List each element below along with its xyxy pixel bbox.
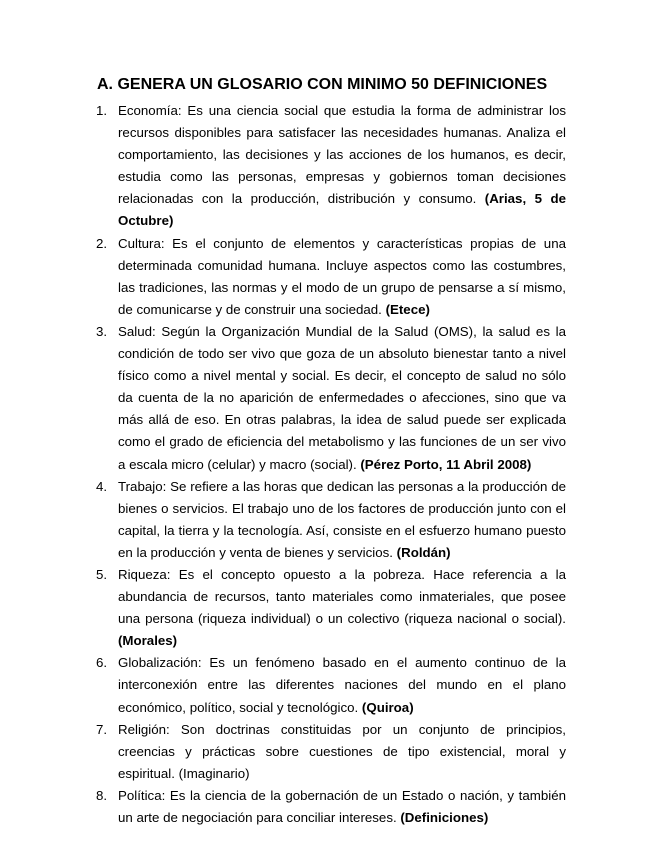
- item-definition: [118, 785, 566, 829]
- item-definition: [118, 652, 566, 718]
- definition-text: Riqueza: Es el concepto opuesto a la pobreza. Hace referencia a la abundancia de recursos, tanto materiales como inmateriales, que posee una persona (riqueza individual) o un colectivo (riqueza nacional o social).: [118, 566, 566, 627]
- citation: (Definiciones): [400, 810, 489, 825]
- definition-text: Salud: Según la Organización Mundial de la Salud (OMS), la salud es la condición de todo ser vivo que goza de un absoluto bienestar tanto a nivel físico como a nivel mental y social. Es decir, el concepto de salud no sólo da cuenta de la no aparición de enfermedades o afecciones, sino que va más allá de eso. En otras palabras, la idea de salud puede ser explicada como el grado de eficiencia del metabolismo y las funciones de un ser vivo a escala micro (celular) y macro (social).: [118, 323, 566, 472]
- citation: (Roldán): [396, 544, 451, 560]
- item-definition: [118, 321, 566, 476]
- item-number: 1.: [96, 103, 108, 118]
- glossary-item: [96, 233, 566, 321]
- citation: (Pérez Porto, 11 Abril 2008): [360, 456, 532, 472]
- citation: (Arias, 5 de Octubre): [118, 191, 566, 229]
- item-number: 7.: [96, 721, 108, 737]
- definition-text: Trabajo: Se refiere a las horas que dedican las personas a la producción de bienes o servicios. El trabajo uno de los factores de producción junto con el capital, la tierra y la tecnología. Así, consiste en el esfuerzo humano puesto en la producción y venta de bienes y servicios.: [118, 478, 566, 560]
- item-definition: [118, 564, 566, 652]
- citation: (Etece): [385, 301, 430, 317]
- section-heading: A. GENERA UN GLOSARIO CON MINIMO 50 DEFINICIONES: [97, 76, 548, 93]
- glossary-item: [96, 476, 566, 564]
- glossary-item: [96, 719, 566, 785]
- item-number: 4.: [96, 478, 108, 494]
- item-definition: [118, 233, 566, 321]
- item-definition: [118, 719, 566, 785]
- glossary-item: [96, 564, 566, 652]
- item-number: 5.: [96, 566, 108, 582]
- definition-text: Religión: Son doctrinas constituidas por un conjunto de principios, creencias y prácticas sobre cuestiones de tipo existencial, moral y espiritual. (Imaginario): [118, 721, 566, 781]
- glossary-list: [96, 100, 566, 829]
- glossary-item: [96, 321, 566, 476]
- glossary-item: [96, 785, 566, 829]
- item-number: 3.: [96, 323, 108, 339]
- item-number: 6.: [96, 655, 108, 671]
- definition-text: Cultura: Es el conjunto de elementos y características propias de una determinada comunidad humana. Incluye aspectos como las costumbres, las tradiciones, las normas y el modo de un grupo de pensarse a sí mismo, de comunicarse y de construir una sociedad.: [118, 235, 566, 317]
- item-number: 2.: [96, 235, 108, 251]
- glossary-item: [96, 652, 566, 718]
- glossary-item: [96, 100, 566, 233]
- item-number: 8.: [96, 787, 108, 803]
- definition-text: Economía: Es una ciencia social que estudia la forma de administrar los recursos disponibles para satisfacer las necesidades humanas. Analiza el comportamiento, las decisiones y las acciones de los humanos, es decir, estudia como las personas, empresas y gobiernos toman decisiones relacionadas con la producción, distribución y consumo.: [118, 103, 566, 207]
- item-definition: [118, 100, 566, 233]
- citation: (Quiroa): [361, 699, 414, 715]
- definition-text: Globalización: Es un fenómeno basado en el aumento continuo de la interconexión entre las diferentes naciones del mundo en el plano económico, político, social y tecnológico.: [118, 655, 566, 715]
- definition-text: Política: Es la ciencia de la gobernación de un Estado o nación, y también un arte de negociación para conciliar intereses.: [118, 787, 566, 825]
- item-definition: [118, 476, 566, 564]
- citation: (Morales): [118, 633, 178, 649]
